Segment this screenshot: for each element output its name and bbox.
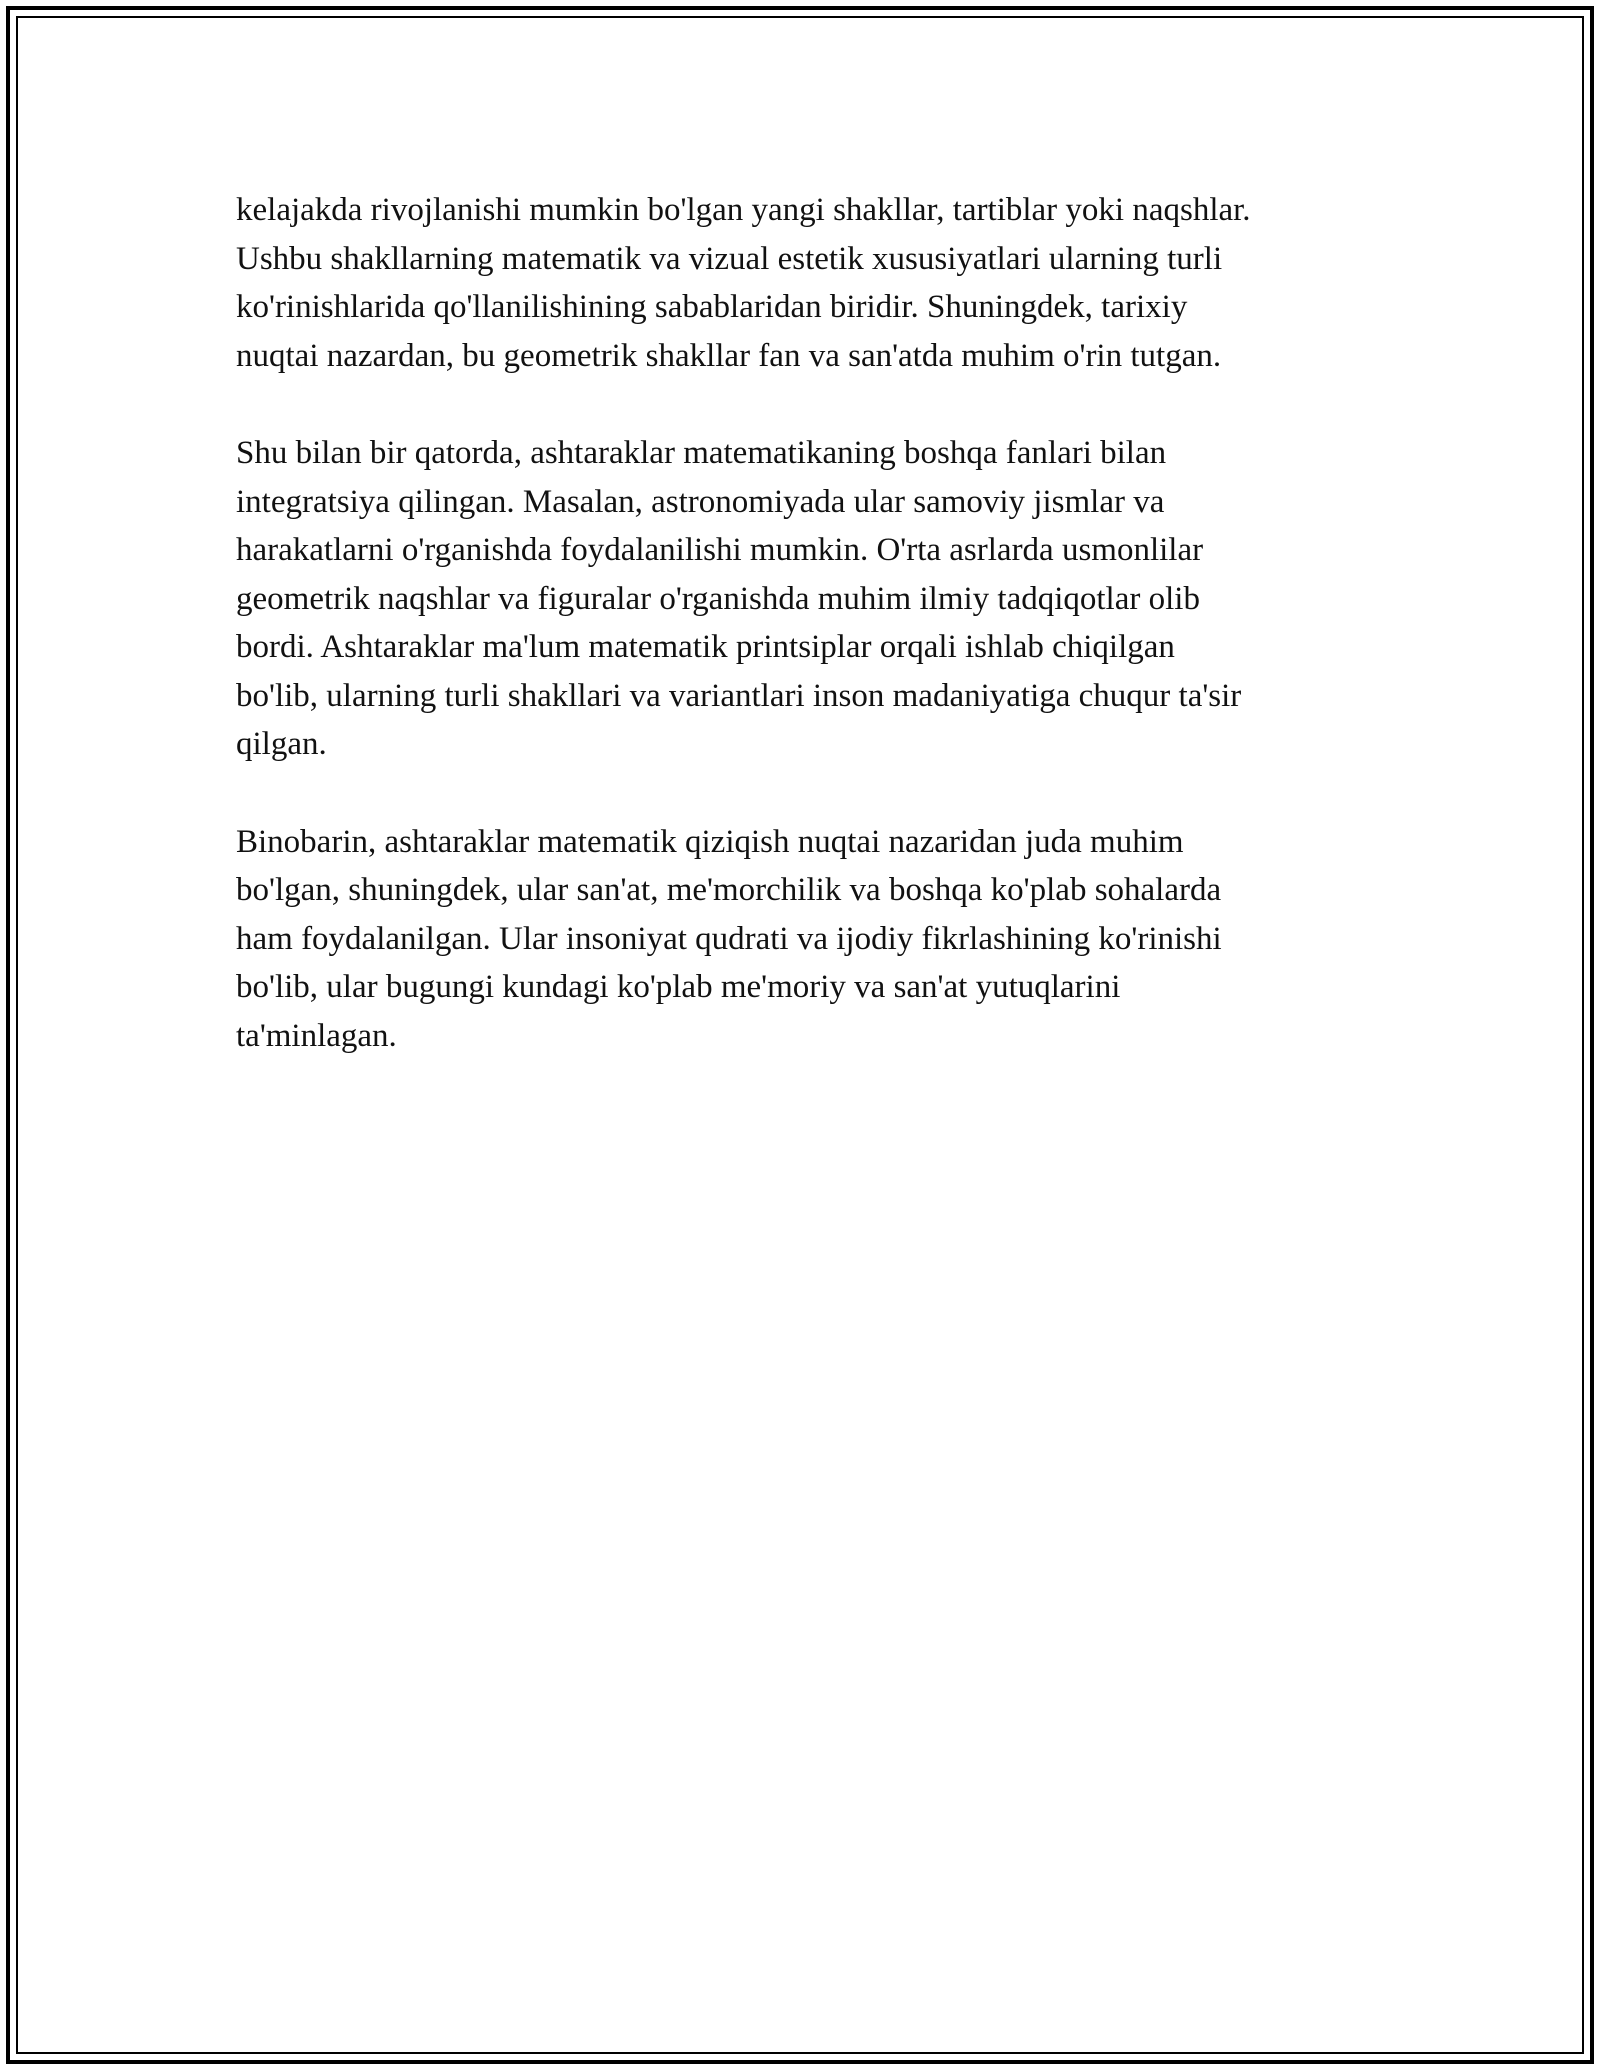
paragraph-3: Binobarin, ashtaraklar matematik qiziqish nuqtai nazaridan juda muhim bo'lgan, shuningdek, ular san'at, me'morchilik va boshqa ko'plab sohalarda ham foydalanilgan. Ular insoniyat qudrati va ijodiy fikrlashining ko'rinishi bo'lib, ular bugungi kundagi ko'plab me'moriy va san'at yutuqlarini ta'minlagan. [236,823,1222,1054]
page-content [236,186,1386,1109]
paragraph-1: kelajakda rivojlanishi mumkin bo'lgan yangi shakllar, tartiblar yoki naqshlar. Ushbu shakllarning matematik va vizual estetik xususiyatlari ularning turli ko'rinishlarida qo'llanilishining sabablaridan biridir. Shuningdek, tarixiy nuqtai nazardan, bu geometrik shakllar fan va san'atda muhim o'rin tutgan. [236,192,1251,374]
paragraph-2: Shu bilan bir qatorda, ashtaraklar matematikaning boshqa fanlari bilan integratsiya qilingan. Masalan, astronomiyada ular samoviy jismlar va harakatlarni o'rganishda foydalanilishi mumkin. O'rta asrlarda usmonlilar geometrik naqshlar va figuralar o'rganishda muhim ilmiy tadqiqotlar olib bordi. Ashtaraklar ma'lum matematik printsiplar orqali ishlab chiqilgan bo'lib, ularning turli shakllari va variantlari inson madaniyatiga chuqur ta'sir qilgan. [236,435,1242,762]
